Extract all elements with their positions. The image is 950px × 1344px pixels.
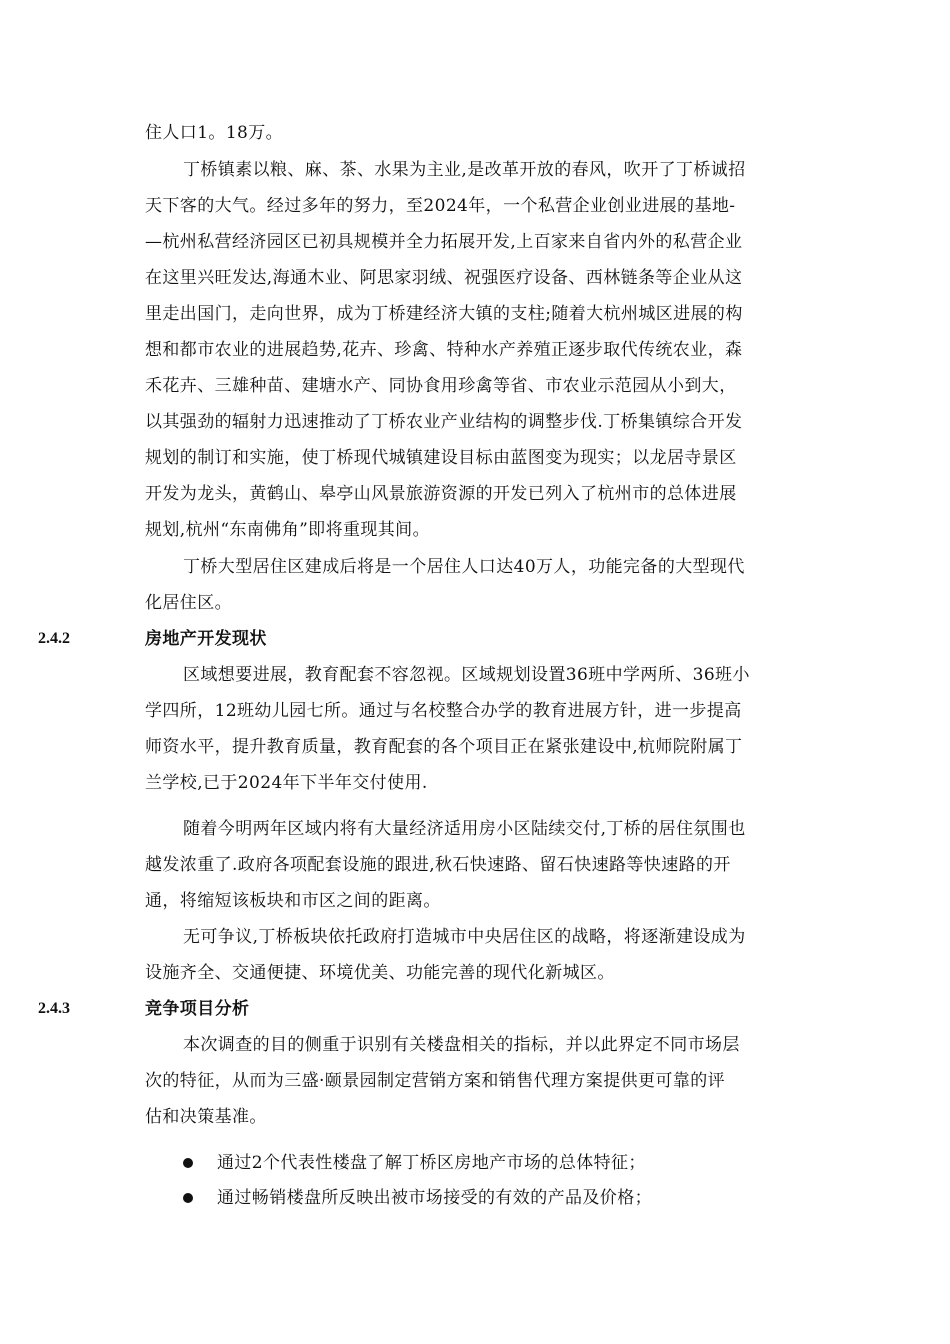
paragraph-line: 次的特征，从而为三盛·颐景园制定营销方案和销售代理方案提供更可靠的评 — [145, 1071, 726, 1091]
paragraph-line: 随着今明两年区域内将有大量经济适用房小区陆续交付,丁桥的居住氛围也 — [183, 819, 746, 839]
paragraph-line: 开发为龙头，黄鹤山、皋亭山风景旅游资源的开发已列入了杭州市的总体进展 — [145, 484, 737, 504]
paragraph-line: 通，将缩短该板块和市区之间的距离。 — [145, 891, 441, 911]
paragraph-line: 里走出国门，走向世界，成为丁桥建经济大镇的支柱;随着大杭州城区进展的构 — [145, 304, 743, 324]
paragraph-line: —杭州私营经济园区已初具规模并全力拓展开发,上百家来自省内外的私营企业 — [145, 232, 743, 252]
paragraph-line: 化居住区。 — [145, 593, 232, 613]
paragraph-line: 规划的制订和实施，使丁桥现代城镇建设目标由蓝图变为现实；以龙居寺景区 — [145, 448, 737, 468]
paragraph-line: 想和都市农业的进展趋势,花卉、珍禽、特种水产养殖正逐步取代传统农业，森 — [145, 340, 743, 360]
paragraph-line: 越发浓重了.政府各项配套设施的跟进,秋石快速路、留石快速路等快速路的开 — [145, 855, 731, 875]
section-title: 房地产开发现状 — [145, 629, 267, 649]
paragraph-line: 学四所，12班幼儿园七所。通过与名校整合办学的教育进展方针，进一步提高 — [145, 701, 742, 721]
bullet-icon — [183, 1193, 193, 1203]
paragraph-line: 禾花卉、三雄种苗、建塘水产、同协食用珍禽等省、市农业示范园从小到大， — [145, 376, 737, 396]
list-item: 通过2个代表性楼盘了解丁桥区房地产市场的总体特征； — [217, 1153, 646, 1173]
paragraph-line: 区域想要进展，教育配套不容忽视。区域规划设置36班中学两所、36班小 — [183, 665, 750, 685]
paragraph-line: 规划,杭州“东南佛角”即将重现其间。 — [145, 520, 430, 540]
paragraph-line: 无可争议,丁桥板块依托政府打造城市中央居住区的战略，将逐渐建设成为 — [183, 927, 746, 947]
paragraph-line: 估和决策基准。 — [145, 1107, 267, 1127]
paragraph-line: 住人口1。18万。 — [145, 123, 284, 143]
paragraph-line: 在这里兴旺发达,海通木业、阿思家羽绒、祝强医疗设备、西林链条等企业从这 — [145, 268, 743, 288]
list-item: 通过畅销楼盘所反映出被市场接受的有效的产品及价格； — [217, 1188, 652, 1208]
paragraph-line: 设施齐全、交通便捷、环境优美、功能完善的现代化新城区。 — [145, 963, 615, 983]
paragraph-line: 本次调查的目的侧重于识别有关楼盘相关的指标，并以此界定不同市场层 — [183, 1035, 740, 1055]
bullet-icon — [183, 1158, 193, 1168]
paragraph-line: 兰学校,已于2024年下半年交付使用. — [145, 773, 428, 793]
paragraph-line: 丁桥镇素以粮、麻、茶、水果为主业,是改革开放的春风，吹开了丁桥诚招 — [183, 160, 746, 180]
section-number: 2.4.3 — [38, 1000, 70, 1017]
paragraph-line: 以其强劲的辐射力迅速推动了丁桥农业产业结构的调整步伐.丁桥集镇综合开发 — [145, 412, 743, 432]
paragraph-line: 师资水平，提升教育质量，教育配套的各个项目正在紧张建设中,杭师院附属丁 — [145, 737, 743, 757]
paragraph-line: 丁桥大型居住区建成后将是一个居住人口达40万人，功能完备的大型现代 — [183, 557, 745, 577]
section-title: 竞争项目分析 — [145, 999, 250, 1019]
paragraph-line: 天下客的大气。经过多年的努力，至2024年，一个私营企业创业进展的基地- — [145, 196, 736, 216]
section-number: 2.4.2 — [38, 630, 70, 647]
